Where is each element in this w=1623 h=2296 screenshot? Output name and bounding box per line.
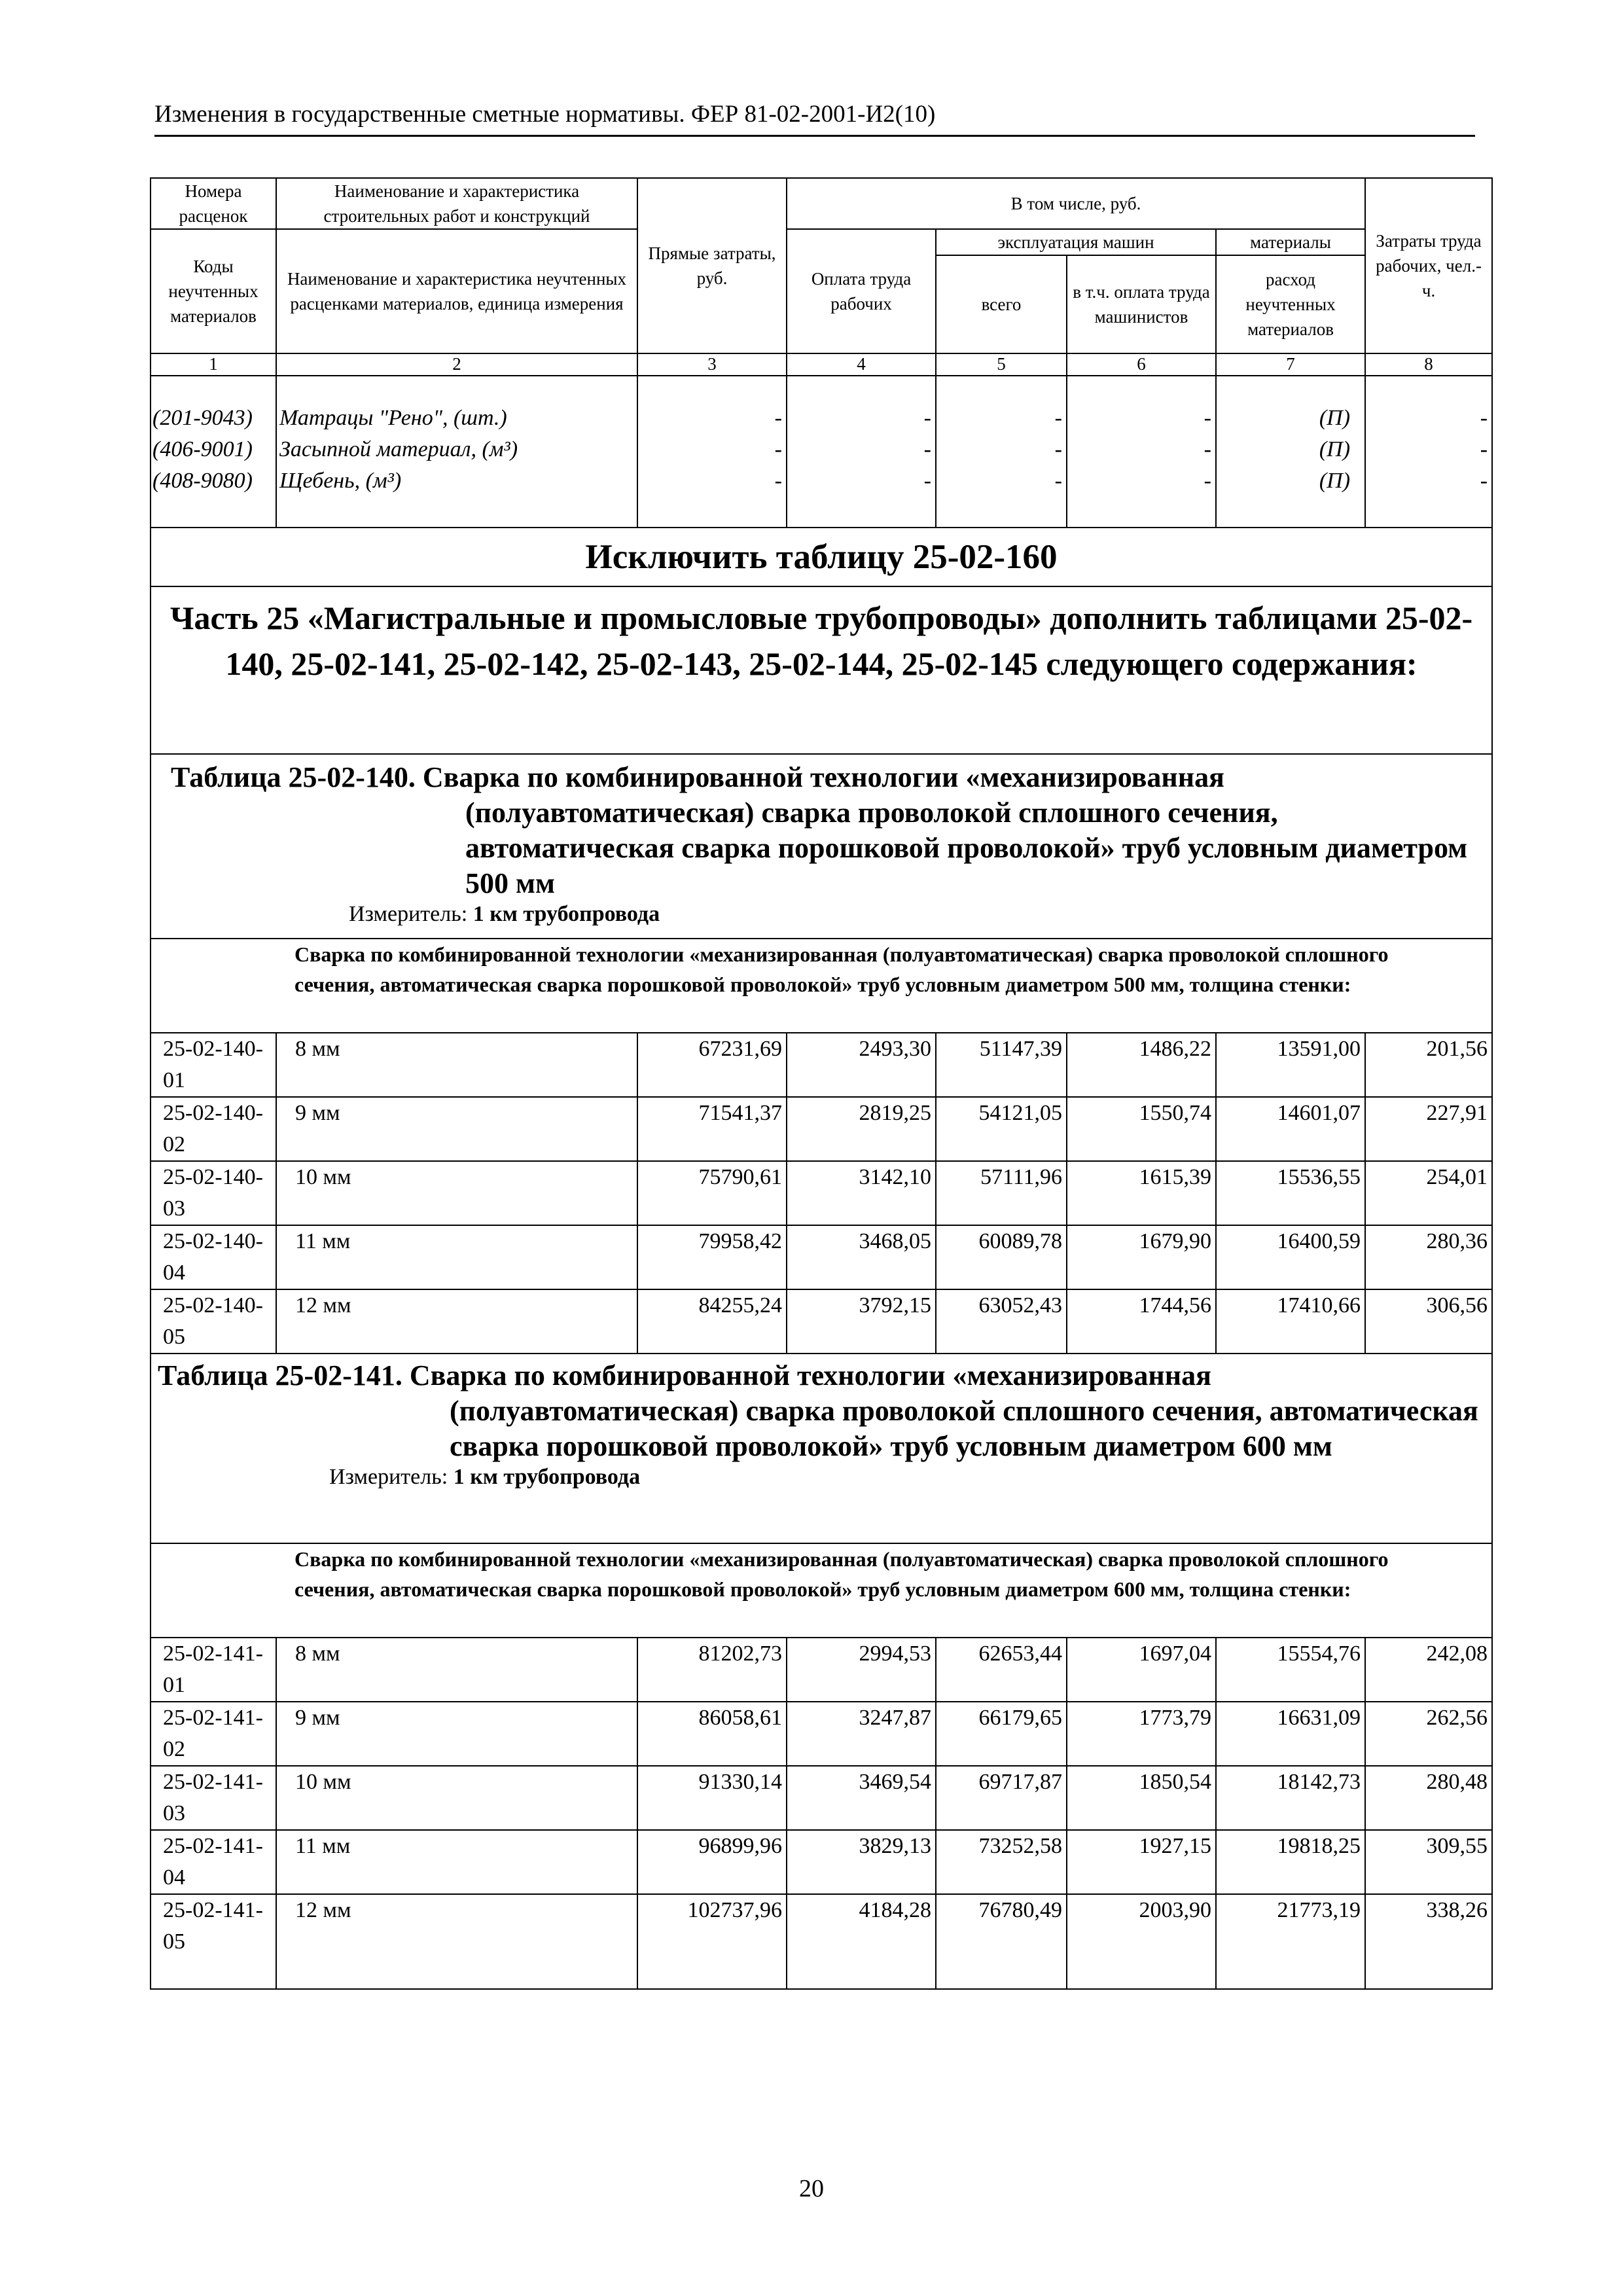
table-row: 25-02-140-04 11 мм 79958,42 3468,05 60089,78 1679,90 16400,59 280,36 (151, 1225, 1492, 1289)
part-addition-banner: Часть 25 «Магистральные и промысловые трубопроводы» дополнить таблицами 25-02-140, 25-02-141, 25-02-142, 25-02-143, 25-02-144, 25-02-145 следующего содержания: (151, 586, 1492, 754)
table-row: 25-02-141-05 12 мм 102737,96 4184,28 76780,49 2003,90 21773,19 338,26 (151, 1894, 1492, 1989)
column-index: 2 (276, 353, 637, 376)
page-number: 20 (799, 2175, 824, 2202)
column-index: 7 (1216, 353, 1365, 376)
header-labor-costs: Затраты труда рабочих, чел.-ч. (1365, 178, 1492, 353)
rate-code: 25-02-141-04 (151, 1830, 276, 1894)
material-names-cell (276, 376, 637, 528)
table-row: 25-02-140-03 10 мм 75790,61 3142,10 57111,96 1615,39 15536,55 254,01 (151, 1161, 1492, 1225)
header-machine-operation: эксплуатация машин (936, 229, 1216, 255)
table-141-title: Таблица 25-02-141. Сварка по комбинированной технологии «механизированная (полуавтоматическая) сварка проволокой сплошного сечения, автоматическая сварка порошковой проволокой» труб условным диаметром 600 мм (158, 1359, 1478, 1462)
table-140-measure: Измеритель: 1 км трубопровода (349, 902, 660, 926)
material-name: Щебень, (м³) (279, 469, 402, 493)
wall-thickness: 9 мм (276, 1702, 637, 1766)
column-index: 4 (787, 353, 936, 376)
column-index: 6 (1067, 353, 1216, 376)
table-row: 25-02-141-04 11 мм 96899,96 3829,13 73252,58 1927,15 19818,25 309,55 (151, 1830, 1492, 1894)
table-141-heading (151, 1354, 1492, 1543)
rate-code: 25-02-141-03 (151, 1766, 276, 1830)
material-code: (408-9080) (152, 469, 253, 493)
table-row: 25-02-141-02 9 мм 86058,61 3247,87 66179,65 1773,79 16631,09 262,56 (151, 1702, 1492, 1766)
table-140-title: Таблица 25-02-140. Сварка по комбинированной технологии «механизированная (полуавтоматическая) сварка проволокой сплошного сечения, автоматическая сварка порошковой проволокой» труб условным диаметром 500 мм (171, 761, 1468, 899)
material-codes-cell (151, 376, 276, 528)
header-works-name: Наименование и характеристика строительных работ и конструкций (276, 178, 637, 229)
header-direct-costs: Прямые затраты, руб. (637, 178, 787, 353)
table-141-description: Сварка по комбинированной технологии «механизированная (полуавтоматическая) сварка проволокой сплошного сечения, автоматическая сварка порошковой проволокой» труб условным диаметром 600 мм, толщина стенки: (276, 1543, 1492, 1638)
material-code: (201-9043) (152, 406, 253, 430)
table-row: 25-02-140-05 12 мм 84255,24 3792,15 63052,43 1744,56 17410,66 306,56 (151, 1289, 1492, 1354)
rate-code: 25-02-140-01 (151, 1033, 276, 1097)
column-index: 3 (637, 353, 787, 376)
table-row: 25-02-140-01 8 мм 67231,69 2493,30 51147,39 1486,22 13591,00 201,56 (151, 1033, 1492, 1097)
wall-thickness: 10 мм (276, 1161, 637, 1225)
wall-thickness: 8 мм (276, 1033, 637, 1097)
header-material-codes: Коды неучтенных материалов (151, 229, 276, 353)
rate-code: 25-02-141-01 (151, 1638, 276, 1702)
header-including: В том числе, руб. (787, 178, 1365, 229)
wall-thickness: 11 мм (276, 1830, 637, 1894)
column-index: 1 (151, 353, 276, 376)
header-materials: материалы (1216, 229, 1365, 255)
material-code: (406-9001) (152, 437, 253, 461)
header-total: всего (936, 255, 1067, 353)
table-row: 25-02-141-01 8 мм 81202,73 2994,53 62653,44 1697,04 15554,76 242,08 (151, 1638, 1492, 1702)
column-index: 8 (1365, 353, 1492, 376)
wall-thickness: 8 мм (276, 1638, 637, 1702)
rate-code: 25-02-140-05 (151, 1289, 276, 1354)
materials-block: (201-9043) (406-9001) (408-9080) Матрацы "Рено", (шт.) Засыпной материал, (м³) Щебень, (м³) - - - - - - - - - - - - (П) (П) (П) - - - (151, 376, 1492, 528)
header-unaccounted-materials: расход неучтенных материалов (1216, 255, 1365, 353)
table-row: 25-02-141-03 10 мм 91330,14 3469,54 69717,87 1850,54 18142,73 280,48 (151, 1766, 1492, 1830)
table-140-heading (151, 754, 1492, 939)
wall-thickness: 10 мм (276, 1766, 637, 1830)
wall-thickness: 12 мм (276, 1894, 637, 1989)
header-materials-name: Наименование и характеристика неучтенных расценками материалов, единица измерения (276, 229, 637, 353)
wall-thickness: 12 мм (276, 1289, 637, 1354)
wall-thickness: 9 мм (276, 1097, 637, 1161)
material-name: Засыпной материал, (м³) (279, 437, 518, 461)
rate-code: 25-02-140-03 (151, 1161, 276, 1225)
header-machinists-pay: в т.ч. оплата труда машинистов (1067, 255, 1216, 353)
header-labor-pay: Оплата труда рабочих (787, 229, 936, 353)
rates-table (150, 177, 1493, 1990)
page-header-title: Изменения в государственные сметные нормативы. ФЕР 81-02-2001-И2(10) (154, 97, 1475, 137)
material-name: Матрацы "Рено", (шт.) (279, 406, 507, 430)
rate-code: 25-02-140-02 (151, 1097, 276, 1161)
table-140-description: Сварка по комбинированной технологии «механизированная (полуавтоматическая) сварка проволокой сплошного сечения, автоматическая сварка порошковой проволокой» труб условным диаметром 500 мм, толщина стенки: (276, 939, 1492, 1033)
wall-thickness: 11 мм (276, 1225, 637, 1289)
table-row: 25-02-140-02 9 мм 71541,37 2819,25 54121,05 1550,74 14601,07 227,91 (151, 1097, 1492, 1161)
rate-code: 25-02-141-02 (151, 1702, 276, 1766)
header-rate-numbers: Номера расценок (151, 178, 276, 229)
table-141-measure: Измеритель: 1 км трубопровода (329, 1465, 641, 1489)
rate-code: 25-02-141-05 (151, 1894, 276, 1989)
column-index: 5 (936, 353, 1067, 376)
rate-code: 25-02-140-04 (151, 1225, 276, 1289)
exclude-table-banner: Исключить таблицу 25-02-160 (151, 528, 1492, 586)
